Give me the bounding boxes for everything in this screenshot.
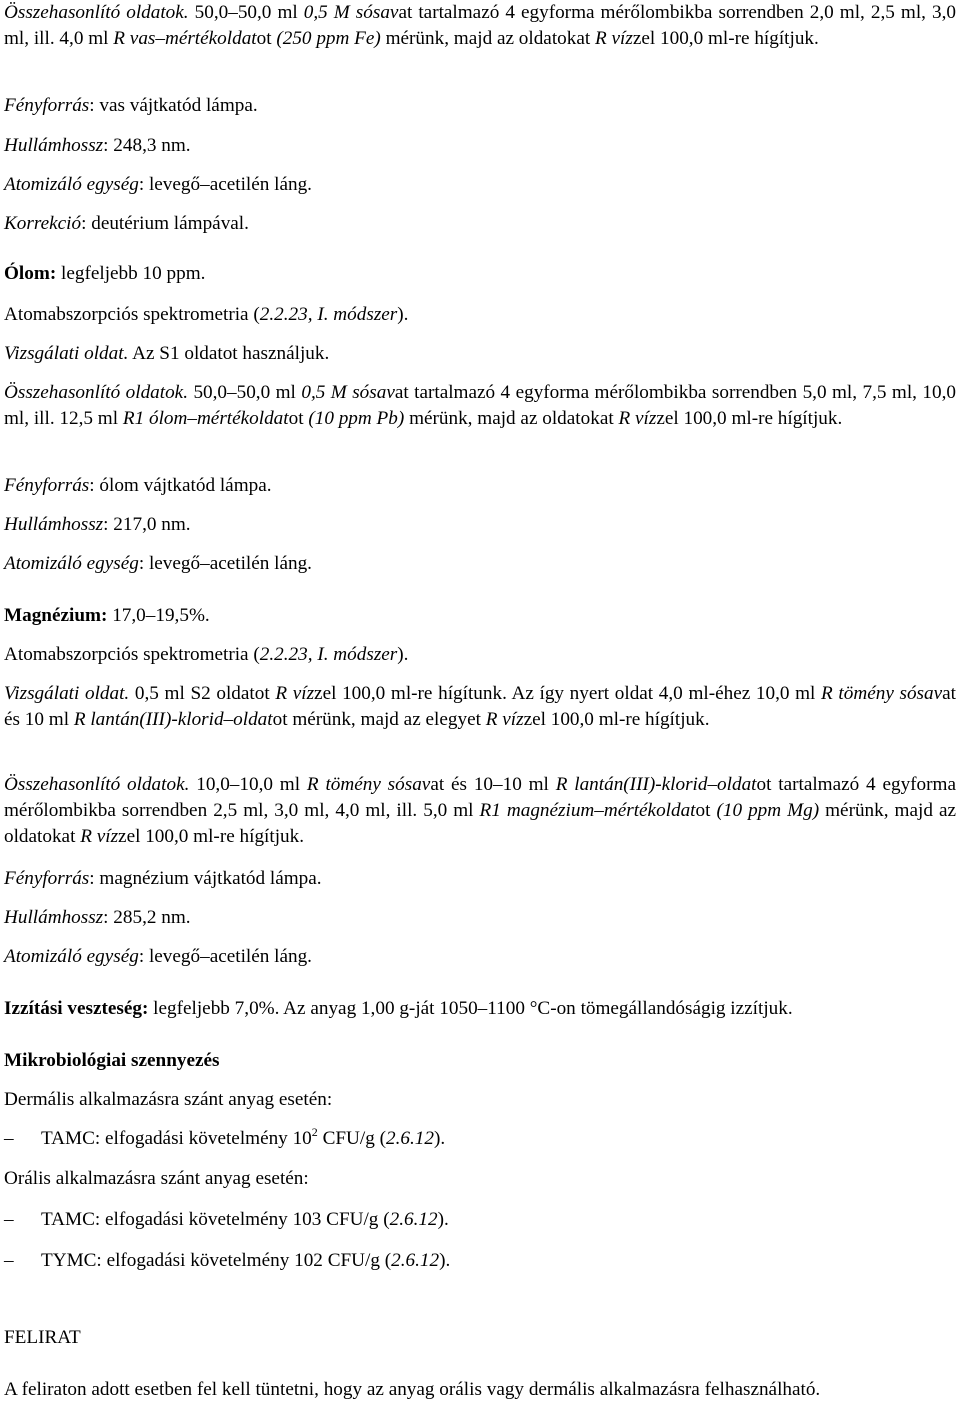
label: Hullámhossz xyxy=(4,514,104,535)
label: Hullámhossz xyxy=(4,907,104,928)
text: A feliraton adott esetben fel kell tüntetni, hogy az anyag orális vagy dermális alkalmazásra felhasználható. xyxy=(4,1379,821,1400)
text: Dermális alkalmazásra szánt anyag esetén: xyxy=(4,1089,333,1110)
magnesium-wavelength xyxy=(4,905,956,931)
label: Fényforrás xyxy=(4,868,90,889)
iron-correction xyxy=(4,211,956,237)
dash-bullet: – xyxy=(4,1128,14,1149)
method-ref: 2.6.12 xyxy=(389,1209,438,1230)
value: : 217,0 nm. xyxy=(103,514,191,535)
text: ot xyxy=(256,28,277,50)
loss-on-ignition xyxy=(4,996,956,1022)
text: Orális alkalmazásra szánt anyag esetén: xyxy=(4,1168,309,1189)
section-title: Izzítási veszteség: xyxy=(4,998,149,1019)
lead-wavelength xyxy=(4,512,956,538)
text: 50,0–50,0 ml xyxy=(188,382,302,403)
value: : 248,3 nm. xyxy=(103,135,191,156)
text: Atomabszorpciós spektrometria ( xyxy=(4,644,260,665)
text: at tartalmazó 4 egyforma mérőlombikba sorrendben 5,0 ml, 7,5 ml, 10,0 ml, ill. 12,5 ml xyxy=(4,382,956,430)
reagent: R víz xyxy=(80,826,119,848)
value: : levegő–acetilén láng. xyxy=(138,174,312,195)
section-title: Magnézium: xyxy=(4,605,108,626)
value: : deutérium lámpával. xyxy=(81,213,249,234)
label: Korrekció xyxy=(4,213,82,234)
value: : 285,2 nm. xyxy=(103,907,191,928)
text: mérünk, majd az oldatokat xyxy=(404,408,619,430)
text: TYMC: elfogadási követelmény 102 CFU/g ( xyxy=(41,1250,392,1271)
method-ref: 2.6.12 xyxy=(391,1250,440,1271)
reagent: R1 magnézium–mértékoldat xyxy=(479,800,696,822)
magnesium-test-solution xyxy=(4,681,956,733)
iron-atomizer xyxy=(4,172,956,198)
reagent: R víz xyxy=(275,683,315,704)
reagent: R víz xyxy=(618,408,657,430)
labelling-heading xyxy=(4,1325,956,1351)
label: Összehasonlító oldatok. xyxy=(4,774,190,795)
lead-atomizer xyxy=(4,551,956,577)
magnesium-heading xyxy=(4,603,956,629)
text: 0,5 ml S2 oldatot xyxy=(129,683,276,704)
text: ). xyxy=(439,1250,451,1271)
reagent: 0,5 M sósav xyxy=(303,2,399,23)
dash-bullet: – xyxy=(4,1250,14,1271)
text: zel 100,0 ml-re hígítunk. Az így nyert oldat 4,0 ml-éhez 10,0 ml xyxy=(314,683,822,704)
value: legfeljebb 10 ppm. xyxy=(56,263,206,284)
magnesium-reference-solutions xyxy=(4,772,956,850)
magnesium-light-source xyxy=(4,866,956,892)
label: Hullámhossz xyxy=(4,135,104,156)
iron-light-source xyxy=(4,93,956,119)
microbial-heading xyxy=(4,1048,956,1074)
value: legfeljebb 7,0%. Az anyag 1,00 g-ját 1050–1100 °C-on tömegállandóságig izzítjuk. xyxy=(148,998,793,1019)
value: Az S1 oldatot használjuk. xyxy=(128,343,330,364)
label: Összehasonlító oldatok. xyxy=(4,2,189,23)
list-item-text xyxy=(41,1207,449,1233)
method-ref: 2.2.23, I. módszer xyxy=(259,644,398,665)
reagent: 0,5 M sósav xyxy=(301,382,395,403)
lead-test-solution xyxy=(4,341,956,367)
text: ). xyxy=(397,644,409,665)
label: Atomizáló egység xyxy=(4,946,139,967)
list-item-text xyxy=(41,1248,450,1274)
label: Vizsgálati oldat. xyxy=(4,343,129,364)
text: ). xyxy=(433,1128,446,1149)
value: : ólom vájtkatód lámpa. xyxy=(89,475,272,496)
text: ot mérünk, majd az elegyet xyxy=(272,709,486,731)
value: : magnézium vájtkatód lámpa. xyxy=(89,868,322,889)
reagent: R víz xyxy=(485,709,524,731)
reagent: (250 ppm Fe) xyxy=(276,28,381,50)
oral-intro xyxy=(4,1166,956,1192)
text: at tartalmazó 4 egyforma mérőlombikba sorrendben 2,0 ml, 2,5 ml, 3,0 ml, ill. 4,0 ml xyxy=(4,2,957,50)
text: Atomabszorpciós spektrometria ( xyxy=(4,304,260,325)
list-item-text xyxy=(41,1126,445,1152)
label: Vizsgálati oldat. xyxy=(4,683,130,704)
label: Atomizáló egység xyxy=(4,174,139,195)
text: mérünk, majd az oldatokat xyxy=(380,28,595,50)
label: Összehasonlító oldatok. xyxy=(4,382,188,403)
section-title: Ólom: xyxy=(4,263,57,284)
lead-light-source xyxy=(4,473,956,499)
magnesium-method xyxy=(4,642,956,668)
text: 50,0–50,0 ml xyxy=(188,2,304,23)
lead-reference-solutions xyxy=(4,380,956,432)
text: ot xyxy=(695,800,717,822)
text: ). xyxy=(437,1209,449,1230)
text: ot xyxy=(288,408,309,430)
text: 10,0–10,0 ml xyxy=(189,774,307,795)
text: TAMC: elfogadási követelmény 103 CFU/g ( xyxy=(41,1209,390,1230)
reagent: R lantán(III)-klorid–oldat xyxy=(73,709,273,731)
dash-bullet: – xyxy=(4,1209,14,1230)
text: CFU/g ( xyxy=(317,1128,386,1149)
reagent: R tömény sósav xyxy=(306,774,431,795)
value: 17,0–19,5%. xyxy=(107,605,210,626)
text: ot tartalmazó 4 egyforma mérőlombikba sorrendben 2,5 ml, 3,0 ml, 4,0 ml, ill. 5,0 ml xyxy=(4,774,956,822)
section-title: FELIRAT xyxy=(4,1327,81,1348)
value: : levegő–acetilén láng. xyxy=(138,946,312,967)
reagent: (10 ppm Mg) xyxy=(716,800,820,822)
reagent: R1 ólom–mértékoldat xyxy=(122,408,289,430)
value: : levegő–acetilén láng. xyxy=(138,553,312,574)
text: at és 10 ml xyxy=(4,683,956,731)
reagent: R víz xyxy=(595,28,633,50)
label: Fényforrás xyxy=(4,95,90,116)
text: at és 10–10 ml xyxy=(430,774,556,795)
text: zel 100,0 ml-re hígítjuk. xyxy=(656,408,843,430)
text: zel 100,0 ml-re hígítjuk. xyxy=(632,28,819,50)
text: zel 100,0 ml-re hígítjuk. xyxy=(523,709,710,731)
text: zel 100,0 ml-re hígítjuk. xyxy=(118,826,305,848)
dermal-intro xyxy=(4,1087,956,1113)
value: : vas vájtkatód lámpa. xyxy=(89,95,258,116)
reagent: R vas–mértékoldat xyxy=(113,28,257,50)
text: ). xyxy=(397,304,409,325)
iron-wavelength xyxy=(4,133,956,159)
reagent: R lantán(III)-klorid–oldat xyxy=(555,774,757,795)
reagent: (10 ppm Pb) xyxy=(308,408,405,430)
labelling-text xyxy=(4,1377,956,1403)
text: mérünk, majd az oldatokat xyxy=(4,800,956,848)
reagent: R tömény sósav xyxy=(821,683,943,704)
method-ref: 2.2.23, I. módszer xyxy=(259,304,398,325)
iron-reference-solutions xyxy=(4,0,956,52)
label: Atomizáló egység xyxy=(4,553,139,574)
method-ref: 2.6.12 xyxy=(386,1128,434,1149)
lead-method xyxy=(4,302,956,328)
label: Fényforrás xyxy=(4,475,90,496)
exponent: 2 xyxy=(311,1125,318,1139)
section-title: Mikrobiológiai szennyezés xyxy=(4,1050,220,1071)
text: TAMC: elfogadási követelmény 10 xyxy=(41,1128,312,1149)
lead-heading xyxy=(4,261,956,287)
magnesium-atomizer xyxy=(4,944,956,970)
